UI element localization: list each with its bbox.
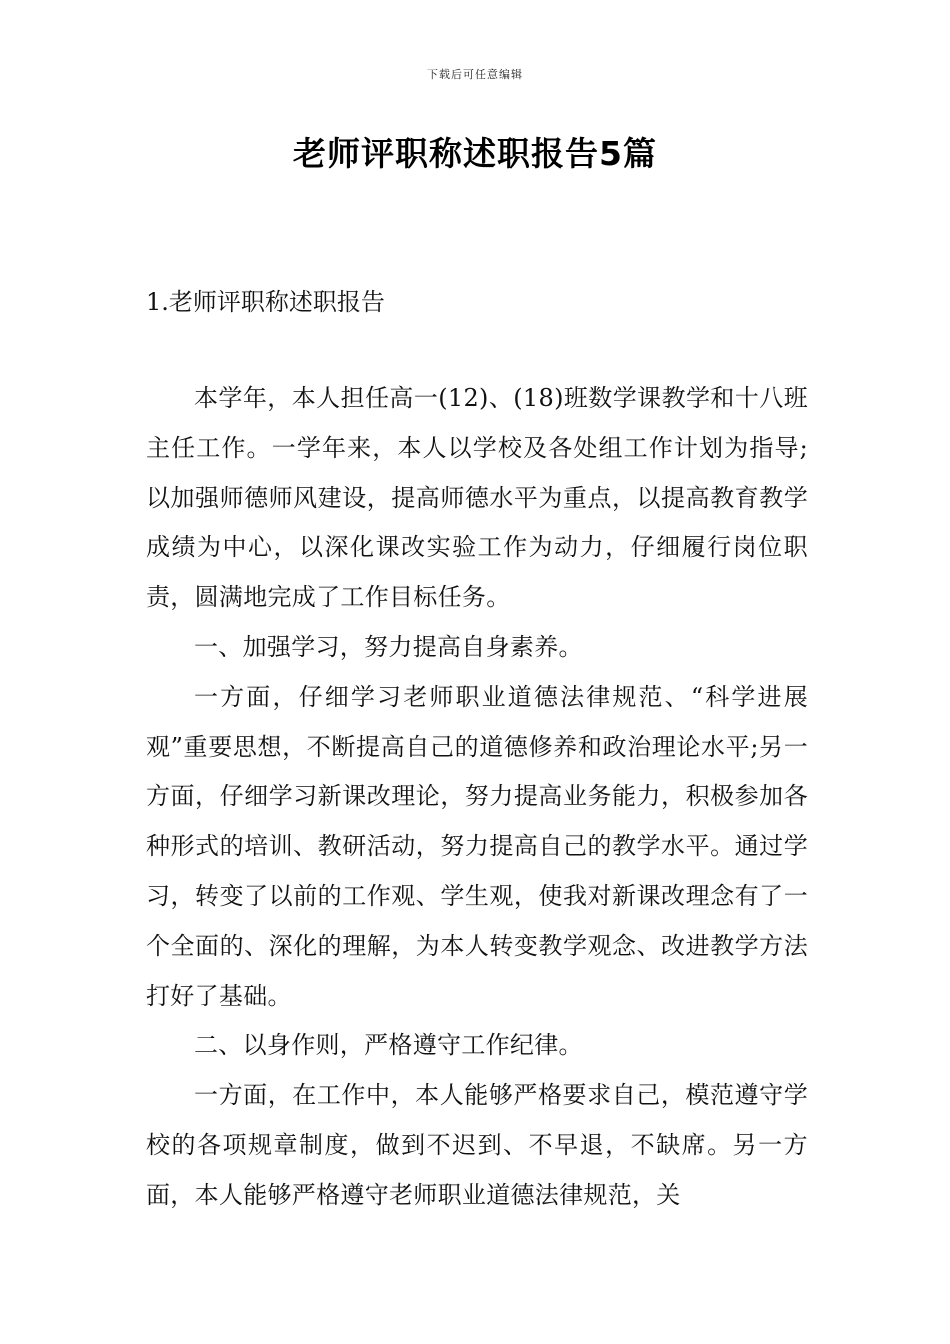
header-note: 下载后可任意编辑 [427, 68, 523, 81]
paragraph: 一方面，在工作中，本人能够严格要求自己，模范遵守学校的各项规章制度，做到不迟到、不早退，不缺席。另一方面，本人能够严格遵守老师职业道德法律规范，关 [146, 1081, 808, 1209]
paragraph: 本学年，本人担任高一(12)、(18)班数学课教学和十八班主任工作。一学年来，本人以学校及各处组工作计划为指导;以加强师德师风建设，提高师德水平为重点，以提高教育教学成绩为中心，以深化课改实验工作为动力，仔细履行岗位职责，圆满地完成了工作目标任务。 [146, 384, 808, 612]
section-heading: 1.老师评职称述职报告 [146, 288, 385, 316]
paragraph: 一、加强学习，努力提高自身素养。 [194, 632, 583, 661]
body-text [146, 374, 808, 1221]
paragraph: 一方面，仔细学习老师职业道德法律规范、“科学进展观”重要思想，不断提高自己的道德修养和政治理论水平;另一方面，仔细学习新课改理论，努力提高业务能力，积极参加各种形式的培训、教研活动，努力提高自己的教学水平。通过学习，转变了以前的工作观、学生观，使我对新课改理念有了一个全面的、深化的理解，为本人转变教学观念、改进教学方法打好了基础。 [146, 682, 808, 1010]
paragraph: 二、以身作则，严格遵守工作纪律。 [194, 1031, 583, 1060]
document-title: 老师评职称述职报告5篇 [293, 134, 657, 173]
